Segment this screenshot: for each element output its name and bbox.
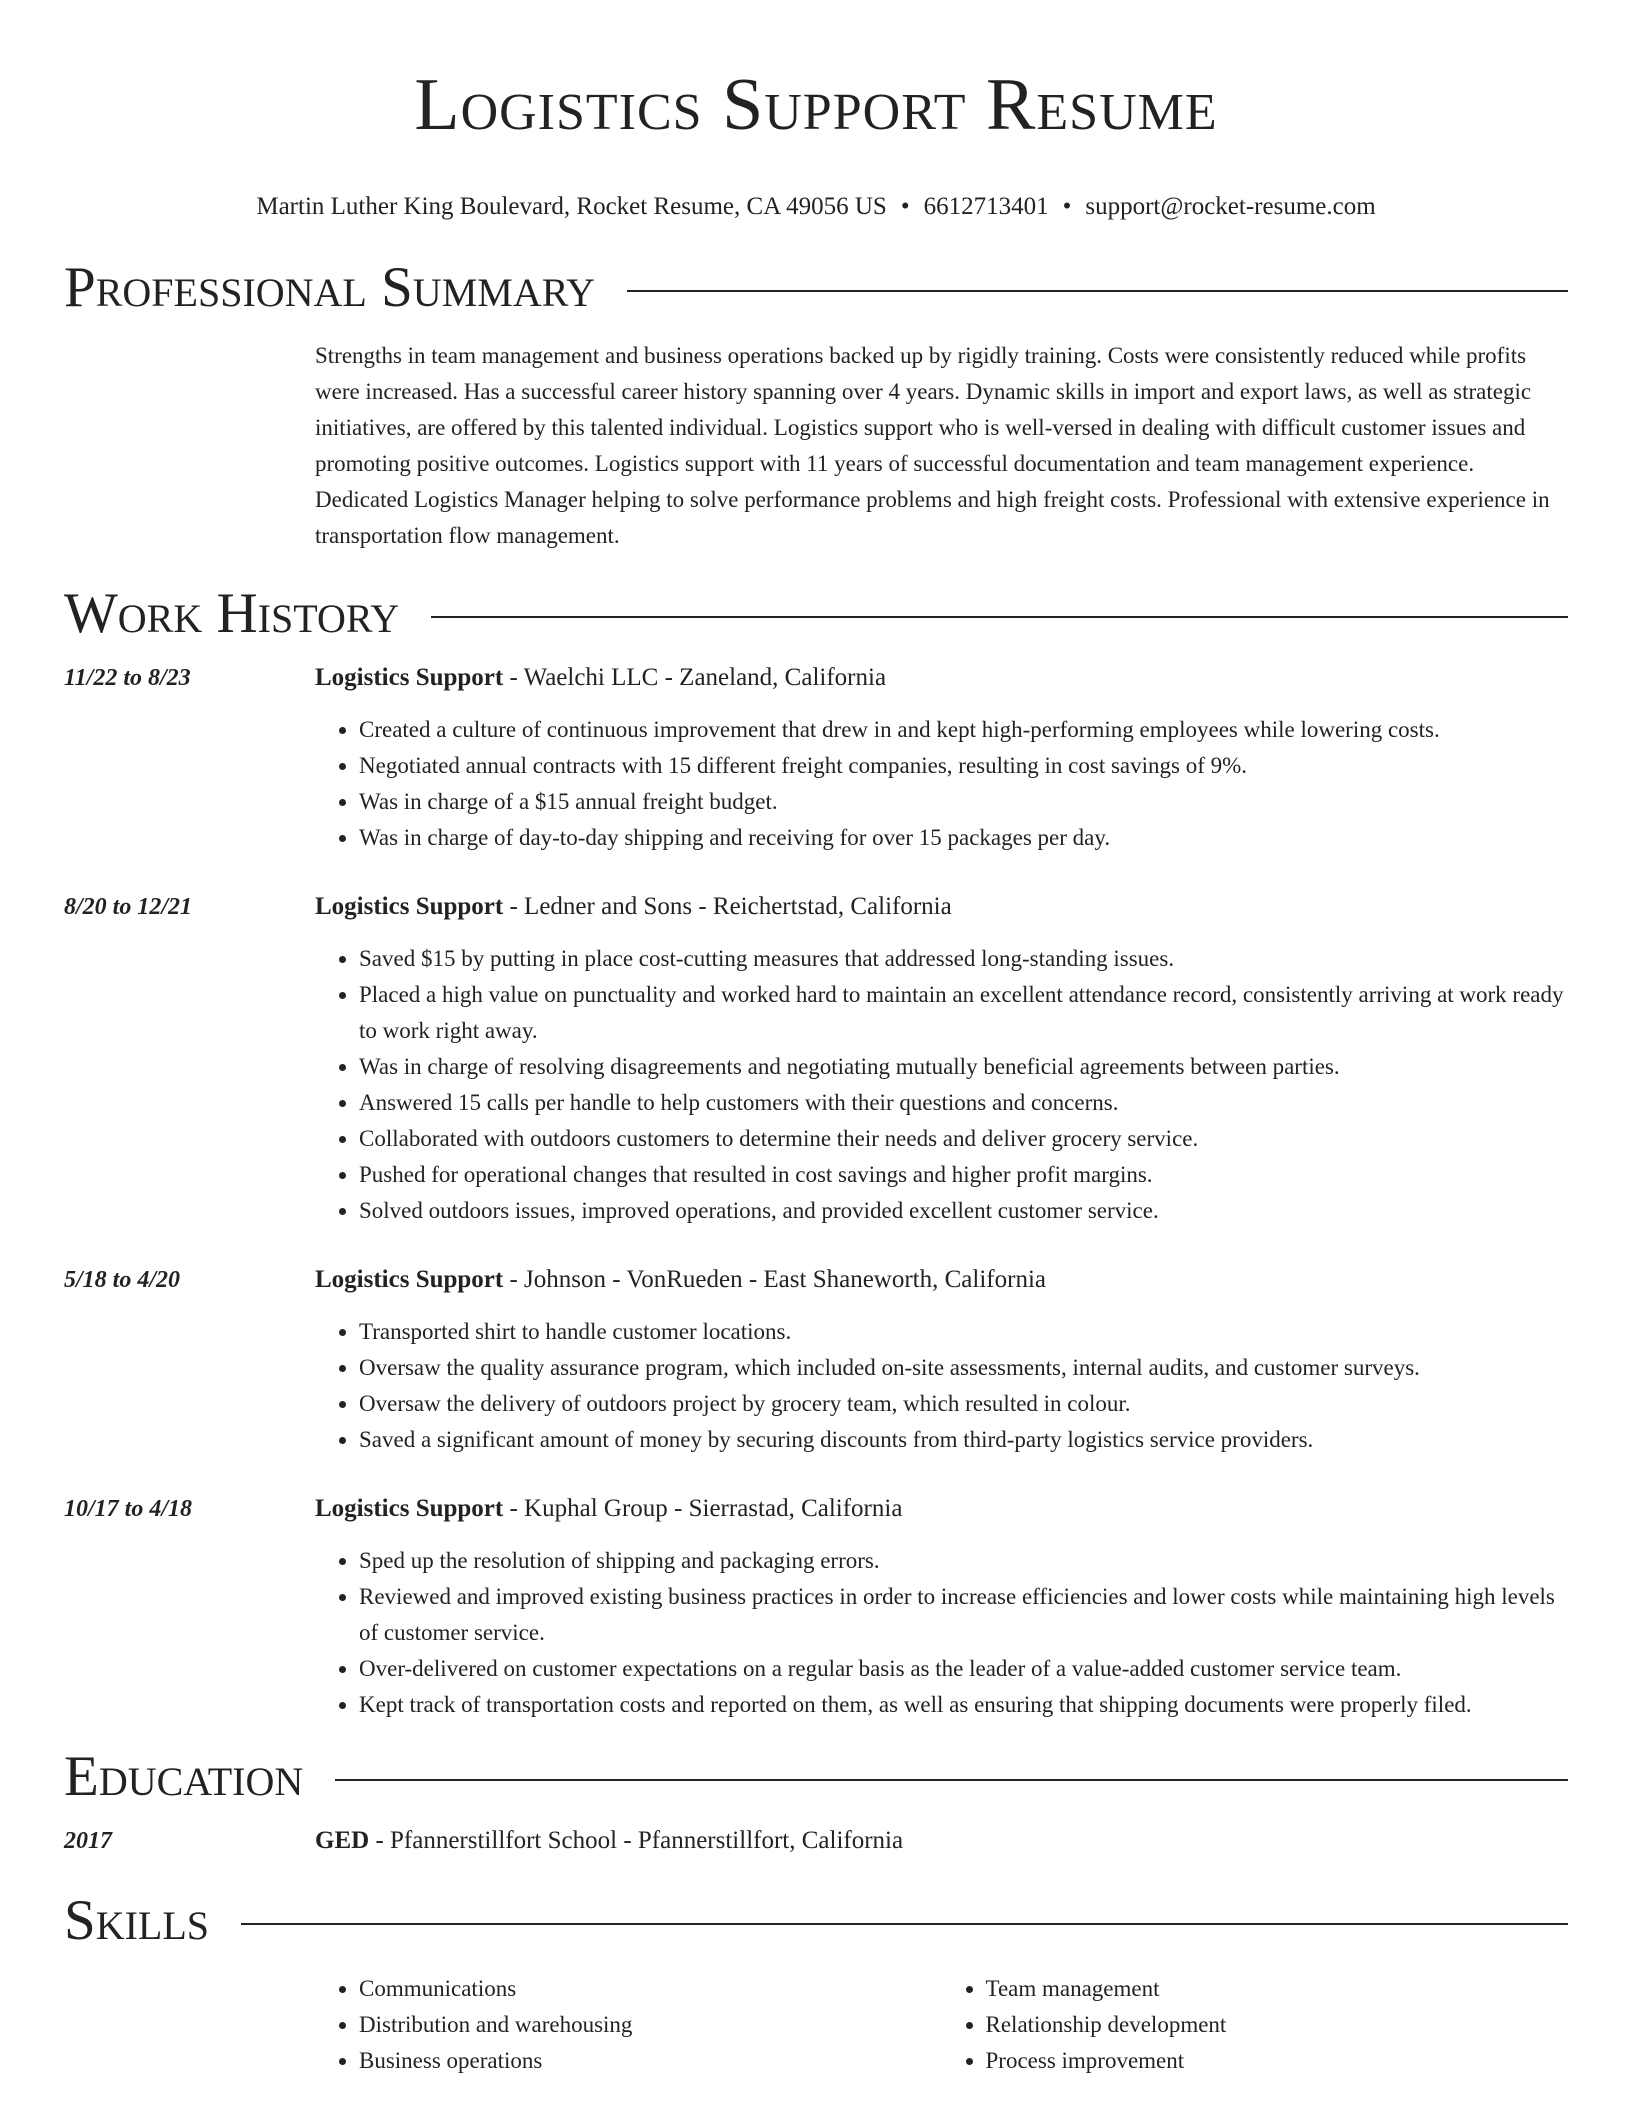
job-bullet: • Saved a significant amount of money by securing discounts from third-party logistics service providers. — [359, 1422, 1568, 1458]
job-title-line — [315, 889, 1568, 925]
job-title: Logistics Support — [315, 893, 504, 920]
job-bullet: • Created a culture of continuous improvement that drew in and kept high-performing employees while lowering costs. — [359, 712, 1568, 748]
job-bullet: • Oversaw the quality assurance program, which included on-site assessments, internal audits, and customer surveys. — [359, 1350, 1568, 1386]
job-title: Logistics Support — [315, 1495, 504, 1522]
contact-line — [0, 192, 1632, 222]
job-bullet: • Transported shirt to handle customer locations. — [359, 1314, 1568, 1350]
job-date: 5/18 to 4/20 — [64, 1267, 181, 1293]
section-title-education: Education — [64, 1745, 304, 1808]
job-bullet: • Solved outdoors issues, improved operations, and provided excellent customer service. — [359, 1193, 1568, 1229]
job-entry — [64, 1262, 1568, 1458]
job-bullets — [315, 941, 1568, 1229]
section-title-work: Work History — [64, 582, 400, 645]
job-title: Logistics Support — [315, 664, 504, 691]
skills-list — [315, 1971, 1568, 2079]
contact-email: support@rocket-resume.com — [1085, 193, 1376, 220]
job-date: 8/20 to 12/21 — [64, 894, 193, 920]
job-bullet: • Was in charge of day-to-day shipping and receiving for over 15 packages per day. — [359, 820, 1568, 856]
section-header-work — [64, 582, 1568, 646]
job-bullet: • Collaborated with outdoors customers to determine their needs and deliver grocery service. — [359, 1121, 1568, 1157]
job-employer: - Kuphal Group - Sierrastad, California — [503, 1495, 903, 1522]
job-title-line — [315, 1262, 1568, 1298]
section-divider — [241, 1923, 1568, 1925]
job-bullet: • Negotiated annual contracts with 15 different freight companies, resulting in cost savings of 9%. — [359, 748, 1568, 784]
job-bullet: • Answered 15 calls per handle to help customers with their questions and concerns. — [359, 1085, 1568, 1121]
job-employer: - Ledner and Sons - Reichertstad, California — [503, 893, 952, 920]
education-degree: GED — [315, 1827, 370, 1854]
job-bullet: • Was in charge of a $15 annual freight budget. — [359, 784, 1568, 820]
skills-column-left — [315, 1971, 942, 2079]
job-bullet: • Kept track of transportation costs and reported on them, as well as ensuring that shipping documents were properly filed. — [359, 1687, 1568, 1723]
skills-column-right — [942, 1971, 1569, 2079]
education-school: - Pfannerstillfort School - Pfannerstillfort, California — [369, 1827, 904, 1854]
job-bullet: • Pushed for operational changes that resulted in cost savings and higher profit margins. — [359, 1157, 1568, 1193]
contact-phone: 6612713401 — [923, 193, 1049, 220]
skill-item: • Relationship development — [986, 2007, 1569, 2043]
job-bullet: • Reviewed and improved existing business practices in order to increase efficiencies and lower costs while maintaining high levels of customer service. — [359, 1579, 1568, 1651]
section-title-summary: Professional Summary — [64, 256, 596, 319]
job-bullet: • Over-delivered on customer expectations on a regular basis as the leader of a value-added customer service team. — [359, 1651, 1568, 1687]
job-bullet: • Saved $15 by putting in place cost-cutting measures that addressed long-standing issues. — [359, 941, 1568, 977]
section-divider — [627, 290, 1568, 292]
job-body — [315, 1491, 1568, 1723]
job-entry — [64, 1491, 1568, 1723]
job-date: 11/22 to 8/23 — [64, 665, 191, 691]
job-bullet: • Sped up the resolution of shipping and packaging errors. — [359, 1543, 1568, 1579]
education-body — [315, 1823, 1568, 1859]
job-date: 10/17 to 4/18 — [64, 1496, 193, 1522]
contact-separator: • — [900, 193, 910, 220]
skill-item: • Team management — [986, 1971, 1569, 2007]
education-entry — [64, 1823, 1568, 1859]
job-entry — [64, 660, 1568, 856]
section-title-skills: Skills — [64, 1889, 210, 1952]
job-bullet: • Oversaw the delivery of outdoors project by grocery team, which resulted in colour. — [359, 1386, 1568, 1422]
job-employer: - Waelchi LLC - Zaneland, California — [503, 664, 887, 691]
job-bullets — [315, 1314, 1568, 1458]
section-header-education — [64, 1745, 1568, 1809]
job-employer: - Johnson - VonRueden - East Shaneworth, California — [503, 1266, 1046, 1293]
job-body — [315, 889, 1568, 1229]
job-body — [315, 1262, 1568, 1458]
education-date: 2017 — [64, 1828, 112, 1854]
job-bullet: • Was in charge of resolving disagreements and negotiating mutually beneficial agreements between parties. — [359, 1049, 1568, 1085]
section-header-skills — [64, 1889, 1568, 1953]
section-header-summary — [64, 256, 1568, 320]
skill-item: • Communications — [359, 1971, 942, 2007]
job-bullets — [315, 712, 1568, 856]
job-title-line — [315, 1491, 1568, 1527]
summary-text: Strengths in team management and business operations backed up by rigidly training. Costs were consistently reduced while profits were increased. Has a successful career history spanning over 4 years. Dynamic skills in import and export laws, as well as strategic initiatives, are offered by this talented individual. Logistics support who is well-versed in dealing with difficult customer issues and promoting positive outcomes. Logistics support with 11 years of successful documentation and team management experience. Dedicated Logistics Manager helping to solve performance problems and high freight costs. Professional with extensive experience in transportation flow management. — [315, 343, 1550, 548]
job-bullets — [315, 1543, 1568, 1723]
job-title: Logistics Support — [315, 1266, 504, 1293]
section-divider — [335, 1779, 1568, 1781]
skill-item: • Process improvement — [986, 2043, 1569, 2079]
section-divider — [431, 616, 1568, 618]
skill-item: • Business operations — [359, 2043, 942, 2079]
job-body — [315, 660, 1568, 856]
job-entry — [64, 889, 1568, 1229]
job-bullet: • Placed a high value on punctuality and worked hard to maintain an excellent attendance record, consistently arriving at work ready to work right away. — [359, 977, 1568, 1049]
contact-address: Martin Luther King Boulevard, Rocket Resume, CA 49056 US — [256, 193, 887, 220]
resume-title: Logistics Support Resume — [414, 64, 1218, 146]
skill-item: • Distribution and warehousing — [359, 2007, 942, 2043]
job-title-line — [315, 660, 1568, 696]
contact-separator: • — [1062, 193, 1072, 220]
education-title-line — [315, 1823, 1568, 1859]
